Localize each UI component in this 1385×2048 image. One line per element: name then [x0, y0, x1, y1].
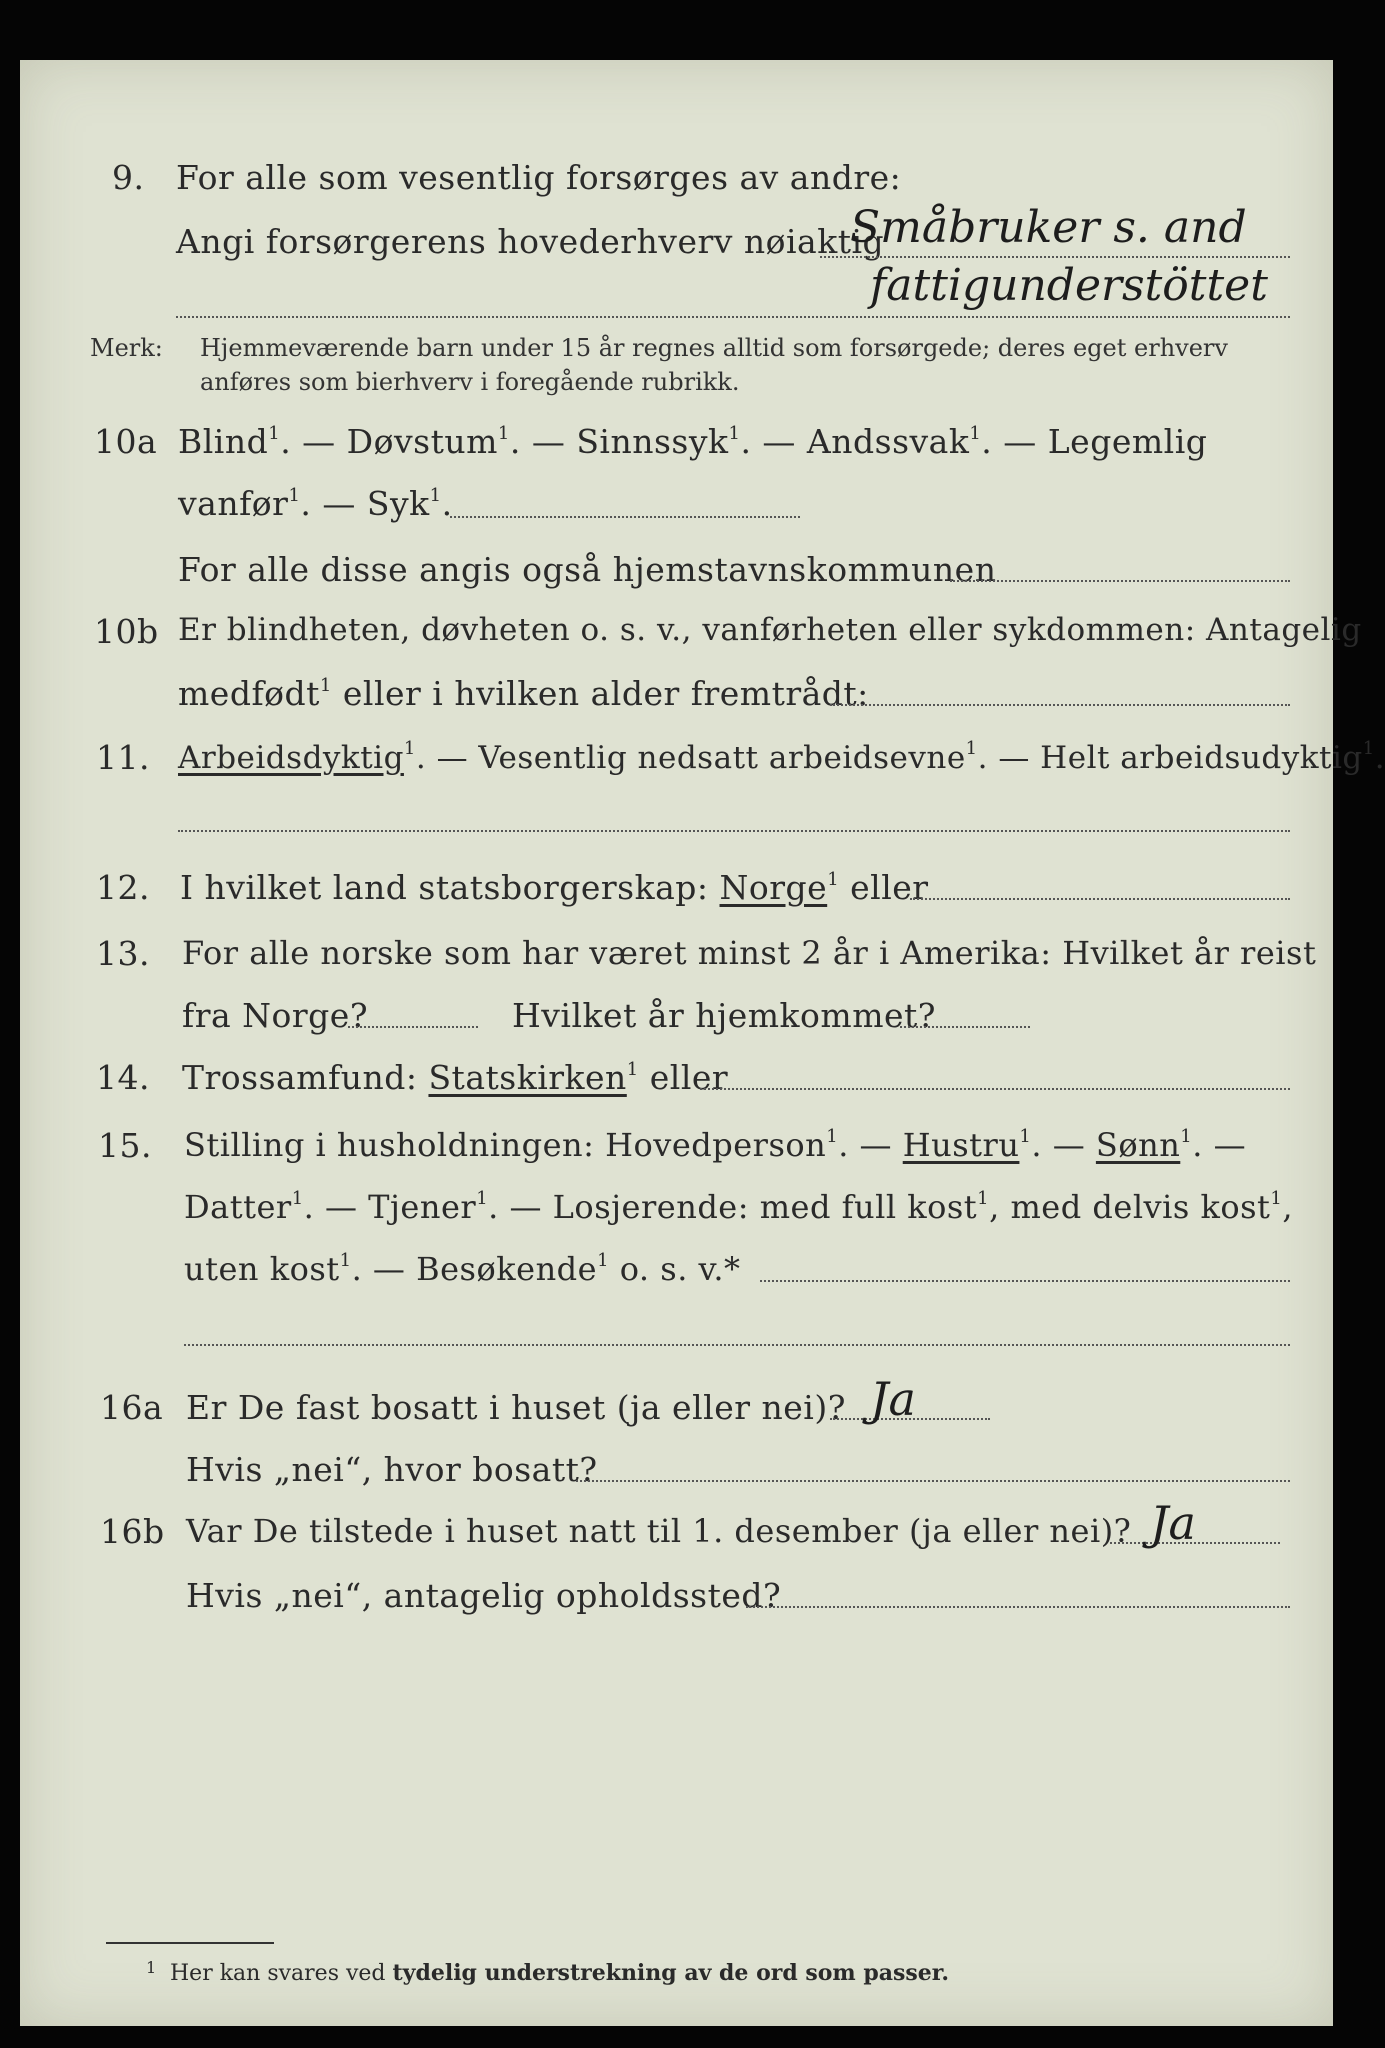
footnote-ref: 1 [626, 1059, 639, 1080]
footnote-mark: 1 [146, 1958, 157, 1977]
q16b-question: Var De tilstede i huset natt til 1. desember (ja eller nei)? [186, 1512, 1132, 1550]
footnote-ref: 1 [1270, 1188, 1283, 1209]
q13-reist-question: fra Norge? [182, 996, 369, 1035]
q13-hjemkommet-question: Hvilket år hjemkommet? [512, 996, 936, 1035]
q11-number: 11. [96, 738, 150, 777]
q10a-line1 [178, 422, 1207, 461]
q12-line: I hvilket land statsborgerskap: Norge$^1$ eller [180, 868, 929, 907]
q10a-answer-line [450, 516, 800, 518]
footnote-ref: 1 [965, 738, 978, 759]
footnote-text: Her kan svares ved tydelig understrekning av de ord som passer. [170, 1960, 950, 1986]
option-syk: . — Syk [300, 484, 430, 523]
footnote-ref: 1 [476, 1188, 489, 1209]
footnote-ref: 1 [339, 1250, 352, 1271]
footnote-ref: 1 [291, 1188, 304, 1209]
q15-line3: uten kost$^1$. — Besøkende$^1$ o. s. v.* [184, 1250, 741, 1288]
q16b-opholdssted-question: Hvis „nei“, antagelig opholdssted? [186, 1576, 782, 1615]
q16a-bosatt-answer-line [576, 1480, 1290, 1482]
footnote-ref: 1 [1180, 1126, 1193, 1147]
option-statskirken-underlined: Statskirken [428, 1058, 627, 1097]
option-sinnssyk: . — Sinnssyk [509, 422, 729, 461]
q12-answer-line [910, 898, 1290, 900]
census-form-page [20, 60, 1385, 2026]
q16a-number: 16a [100, 1388, 164, 1427]
option-dovstum: . — Døvstum [280, 422, 498, 461]
footnote-ref: 1 [597, 1250, 610, 1271]
q16a-bosatt-question: Hvis „nei“, hvor bosatt? [186, 1450, 598, 1489]
q15-line2: Datter$^1$. — Tjener$^1$. — Losjerende: med full kost$^1$, med delvis kost$^1$, [184, 1188, 1294, 1226]
footnote-ref: 1 [728, 423, 741, 444]
q14-answer-line [700, 1088, 1290, 1090]
q10b-answer-line [830, 704, 1290, 706]
option-arbeidsdyktig-underlined: Arbeidsdyktig [178, 740, 404, 776]
q11-line1: Arbeidsdyktig$^1$. — Vesentlig nedsatt arbeidsevne$^1$. — Helt arbeidsudyktig$^1$. [178, 738, 1385, 776]
q10b-line2: medfødt$^1$ eller i hvilken alder fremtrådt: [178, 674, 869, 713]
option-sonn-underlined: Sønn [1095, 1126, 1181, 1164]
q15-line1: Stilling i husholdningen: Hovedperson$^1$. — Hustru$^1$. — Sønn$^1$. — [184, 1126, 1247, 1164]
q13-number: 13. [96, 934, 150, 973]
q15-answer-line2 [184, 1344, 1290, 1346]
q10a-hjemstavn-answer-line [950, 580, 1290, 582]
footnote-ref: 1 [497, 423, 510, 444]
footnote-ref: 1 [268, 423, 281, 444]
option-blind: Blind [178, 422, 269, 461]
q9-handwritten-answer-line2: fattigunderstöttet [870, 260, 1268, 311]
footnote-ref: 1 [288, 485, 301, 506]
merk-text-line1: Hjemmeværende barn under 15 år regnes alltid som forsørgede; deres eget erhverv [200, 334, 1228, 362]
q13-hjemkommet-answer-line [900, 1026, 1030, 1028]
q13-reist-answer-line [348, 1026, 478, 1028]
cross-mark: * [723, 1250, 741, 1288]
footnote-ref: 1 [1362, 738, 1375, 759]
footnote-ref: 1 [429, 485, 442, 506]
q12-number: 12. [96, 868, 150, 907]
q10b-number: 10b [94, 612, 159, 651]
option-hustru-marked: Hustru [902, 1126, 1020, 1164]
q9-answer-line2 [176, 316, 1290, 318]
q10b-line1: Er blindheten, døvheten o. s. v., vanførheten eller sykdommen: Antagelig [178, 612, 1362, 648]
footnote-rule [106, 1942, 274, 1944]
q16b-number: 16b [100, 1512, 165, 1551]
option-vanfor: vanfør [178, 484, 289, 523]
option-andssvak: . — Andssvak [740, 422, 970, 461]
footnote-ref: 1 [403, 738, 416, 759]
q9-question-line1: For alle som vesentlig forsørges av andre: [176, 158, 902, 197]
q11-answer-line [178, 830, 1290, 832]
footnote-ref: 1 [826, 1126, 839, 1147]
merk-text-line2: anføres som bierhverv i foregående rubrikk. [200, 368, 740, 396]
footnote-ref: 1 [977, 1188, 990, 1209]
q9-question-line2: Angi forsørgerens hovederhverv nøiaktig [176, 222, 885, 261]
option-norge-underlined: Norge [719, 868, 828, 907]
footnote-ref: 1 [319, 675, 332, 696]
q13-line1: For alle norske som har været minst 2 år i Amerika: Hvilket år reist [182, 934, 1317, 972]
q10a-line2: vanfør$^1$. — Syk$^1$. [178, 484, 453, 523]
footnote-ref: 1 [969, 423, 982, 444]
q9-handwritten-answer-line1: Småbruker s. and [850, 202, 1247, 253]
q16b-opholdssted-answer-line [746, 1606, 1290, 1608]
q16a-handwritten-answer: Ja [870, 1372, 916, 1426]
q10a-number: 10a [94, 422, 158, 461]
q14-line: Trossamfund: Statskirken$^1$ eller [182, 1058, 729, 1097]
q15-number: 15. [98, 1126, 152, 1165]
footnote-ref: 1 [1019, 1126, 1032, 1147]
q16b-handwritten-answer: Ja [1150, 1496, 1196, 1550]
merk-label: Merk: [90, 334, 163, 362]
q10a-hjemstavn-question: For alle disse angis også hjemstavnskommunen [178, 550, 997, 589]
q9-number: 9. [112, 158, 145, 197]
q14-number: 14. [96, 1058, 150, 1097]
q9-answer-line1 [820, 256, 1290, 258]
footnote-ref: 1 [827, 869, 840, 890]
q15-answer-line1 [760, 1280, 1290, 1282]
q16a-question: Er De fast bosatt i huset (ja eller nei)? [186, 1388, 846, 1427]
option-legemlig: . — Legemlig [981, 422, 1208, 461]
